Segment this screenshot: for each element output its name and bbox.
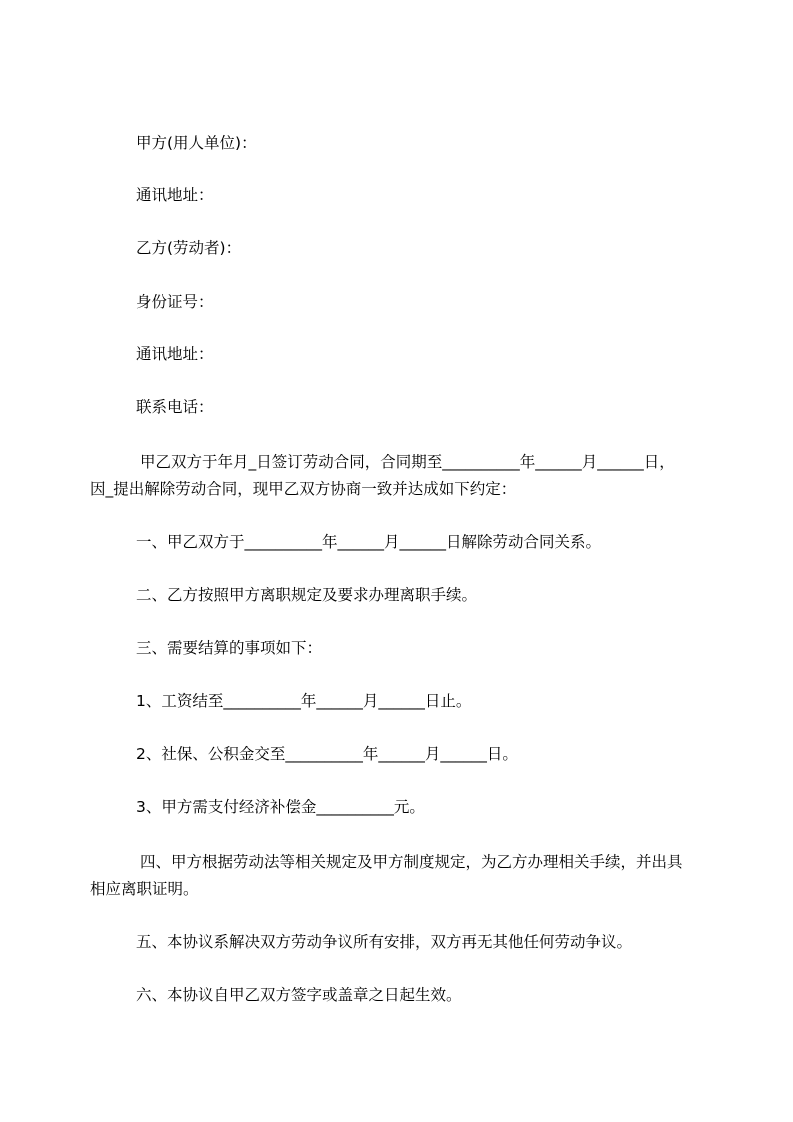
party-b-id-label: 身份证号：	[136, 293, 214, 311]
clause-6: 六、本协议自甲乙双方签字或盖章之日起生效。	[136, 986, 462, 1004]
party-a-address-label: 通讯地址：	[136, 186, 214, 204]
settlement-item-3: 3、甲方需支付经济补偿金__________元。	[136, 798, 425, 816]
clause-4-line-1: 四、甲方根据劳动法等相关规定及甲方制度规定，为乙方办理相关手续，并出具	[140, 853, 683, 871]
intro-paragraph-line-2: 因_提出解除劳动合同，现甲乙双方协商一致并达成如下约定：	[90, 480, 517, 498]
settlement-item-2: 2、社保、公积金交至__________年______月______日。	[136, 745, 518, 763]
party-a-label: 甲方(用人单位)：	[136, 134, 257, 152]
clause-1: 一、甲乙双方于__________年______月______日解除劳动合同关系。	[136, 533, 602, 551]
party-b-label: 乙方(劳动者)：	[136, 239, 242, 257]
settlement-item-1: 1、工资结至__________年______月______日止。	[136, 692, 472, 710]
party-b-address-label: 通讯地址：	[136, 345, 214, 363]
clause-3: 三、需要结算的事项如下：	[136, 639, 323, 657]
clause-4-line-2: 相应离职证明。	[90, 880, 199, 898]
clause-2: 二、乙方按照甲方离职规定及要求办理离职手续。	[136, 586, 478, 604]
party-b-phone-label: 联系电话：	[136, 398, 214, 416]
intro-paragraph-line-1: 甲乙双方于年月_日签订劳动合同，合同期至__________年______月______日，	[140, 453, 675, 471]
clause-5: 五、本协议系解决双方劳动争议所有安排，双方再无其他任何劳动争议。	[136, 933, 633, 951]
